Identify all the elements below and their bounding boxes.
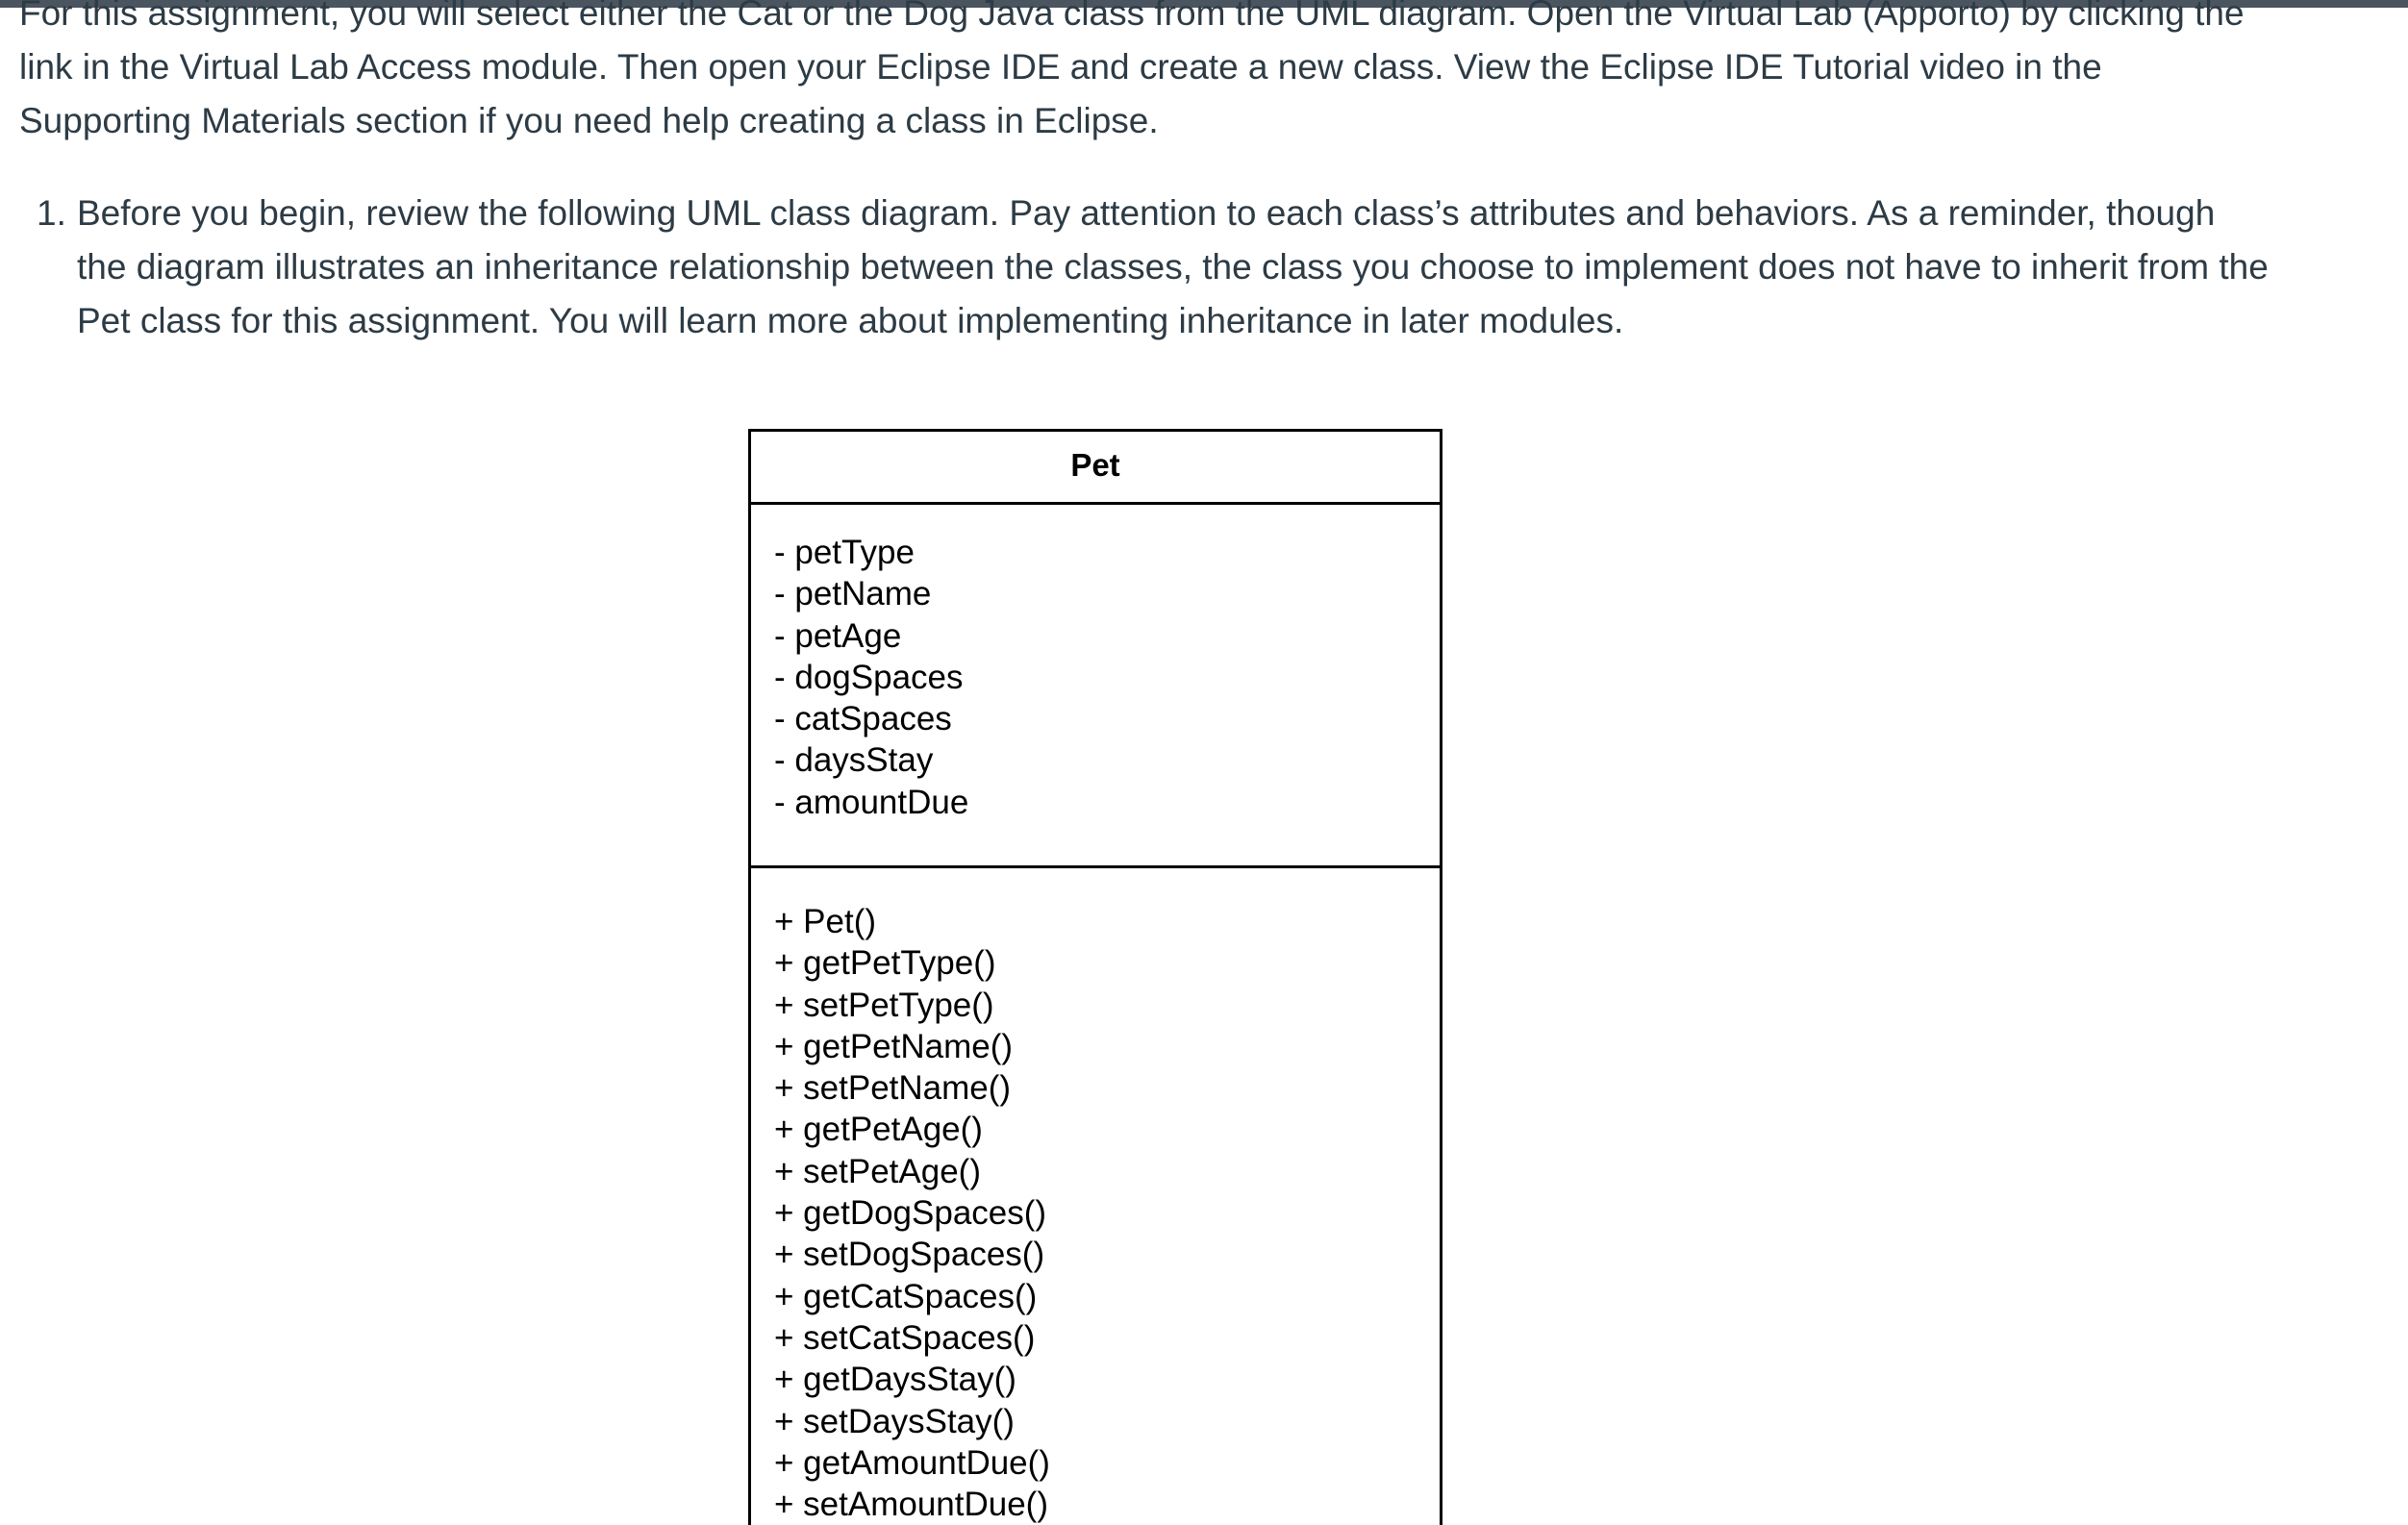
uml-method: + getPetName() [774, 1027, 1014, 1065]
uml-method: + setCatSpaces() [774, 1318, 1036, 1357]
uml-method: + setPetName() [774, 1069, 1012, 1108]
uml-attribute: - amountDue [774, 783, 969, 821]
uml-method: + getDogSpaces() [774, 1194, 1047, 1233]
uml-attribute: - petType [774, 534, 915, 571]
uml-method: + setPetType() [774, 986, 994, 1024]
uml-attribute: - dogSpaces [774, 658, 964, 696]
uml-attribute: - catSpaces [774, 700, 952, 738]
uml-attribute: - petAge [774, 616, 902, 655]
uml-method: + setDaysStay() [774, 1402, 1015, 1440]
step-number: 1. [37, 193, 66, 233]
steps-list [19, 187, 2270, 348]
assignment-content [19, 0, 2270, 348]
uml-method: + getPetType() [774, 944, 996, 983]
uml-method: + getPetAge() [774, 1111, 983, 1149]
uml-method: + setPetAge() [774, 1152, 981, 1190]
step-item [19, 187, 2270, 348]
intro-paragraph: For this assignment, you will select either the Cat or the Dog Java class from the UML diagram. Open the Virtual Lab (Apporto) by clicking the link in the Virtual Lab Access module. Then open your Eclipse IDE and create a new class. View the Eclipse IDE Tutorial video in the Supporting Materials section if you need help creating a class in Eclipse. [19, 0, 2245, 140]
uml-attribute: - daysStay [774, 741, 934, 780]
uml-class-diagram [748, 429, 1442, 1525]
uml-method: + getDaysStay() [774, 1361, 1016, 1399]
uml-method: + Pet() [774, 903, 877, 940]
uml-attribute: - petName [774, 575, 932, 613]
uml-method: + getCatSpaces() [774, 1277, 1038, 1315]
uml-attributes-section [751, 505, 1440, 868]
step-text: Before you begin, review the following UML class diagram. Pay attention to each class’s attributes and behaviors. As a reminder, though the diagram illustrates an inheritance relationship between the classes, the class you choose to implement does not have to inherit from the Pet class for this assignment. You will learn more about implementing inheritance in later modules. [77, 193, 2269, 340]
uml-method: + setAmountDue() [774, 1486, 1048, 1524]
uml-method: + setDogSpaces() [774, 1236, 1045, 1274]
uml-methods-section [751, 868, 1440, 1525]
uml-class-name: Pet [751, 432, 1440, 505]
uml-method: + getAmountDue() [774, 1443, 1050, 1482]
